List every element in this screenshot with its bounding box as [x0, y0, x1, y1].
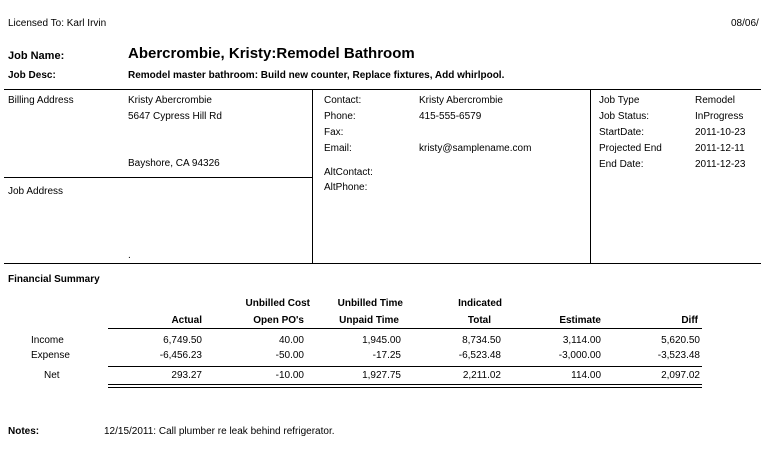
job-type-value: Remodel	[695, 95, 736, 106]
col-open-pos-header: Open PO's	[253, 315, 304, 326]
table-cell: 2,097.02	[661, 370, 700, 381]
start-date-label: StartDate:	[599, 127, 645, 138]
contact-value: Kristy Abercrombie	[419, 95, 503, 106]
job-address-label: Job Address	[8, 186, 64, 197]
col-unpaid-time-header: Unpaid Time	[339, 315, 399, 326]
table-cell: -6,456.23	[159, 350, 202, 361]
row-label-net: Net	[44, 370, 60, 381]
job-name-label: Job Name:	[8, 50, 65, 62]
table-cell: -50.00	[275, 350, 304, 361]
row-label-expense: Expense	[31, 350, 70, 361]
row-label-income: Income	[31, 335, 64, 346]
email-label: Email:	[324, 143, 352, 154]
altphone-label: AltPhone:	[324, 182, 368, 193]
table-cell: 1,945.00	[362, 335, 401, 346]
net-double-rule-2	[108, 387, 702, 388]
net-double-rule-1	[108, 384, 702, 385]
table-cell: -10.00	[275, 370, 304, 381]
col-total-header: Total	[467, 315, 491, 326]
billing-line-2: 5647 Cypress Hill Rd	[128, 111, 222, 122]
projected-end-label: Projected End	[599, 143, 662, 154]
licensed-to: Licensed To: Karl Irvin	[8, 18, 107, 29]
table-cell: 1,927.75	[362, 370, 401, 381]
column-divider-2	[590, 89, 591, 263]
table-cell: 2,211.02	[462, 370, 501, 381]
financial-summary-title: Financial Summary	[8, 274, 100, 285]
address-divider	[4, 177, 312, 178]
table-cell: 40.00	[278, 335, 304, 346]
start-date-value: 2011-10-23	[695, 127, 746, 138]
end-date-label: End Date:	[599, 159, 644, 170]
job-desc-label: Job Desc:	[8, 70, 56, 81]
job-type-label: Job Type	[599, 95, 640, 106]
col-actual-header: Actual	[171, 315, 202, 326]
job-status-label: Job Status:	[599, 111, 650, 122]
table-cell: 8,734.50	[462, 335, 501, 346]
info-bottom-rule	[4, 263, 761, 264]
phone-label: Phone:	[324, 111, 356, 122]
notes-text: 12/15/2011: Call plumber re leak behind refrigerator.	[104, 426, 335, 437]
table-cell: -3,000.00	[558, 350, 601, 361]
job-address-mark: .	[128, 250, 131, 261]
notes-label: Notes:	[8, 426, 40, 437]
table-cell: -3,523.48	[657, 350, 700, 361]
col-estimate-header: Estimate	[559, 315, 601, 326]
table-cell: 3,114.00	[562, 335, 601, 346]
report-date: 08/06/	[731, 18, 759, 29]
projected-end-value: 2011-12-11	[695, 143, 745, 154]
col-unbilled-cost-line1: Unbilled Cost	[245, 298, 310, 309]
table-cell: 293.27	[171, 370, 202, 381]
col-indicated-line1: Indicated	[458, 298, 502, 309]
contact-label: Contact:	[324, 95, 362, 106]
billing-address-label: Billing Address	[8, 95, 74, 106]
job-name-value: Abercrombie, Kristy:Remodel Bathroom	[128, 45, 415, 62]
table-cell: 6,749.50	[163, 335, 202, 346]
table-cell: -17.25	[372, 350, 401, 361]
table-cell: -6,523.48	[458, 350, 501, 361]
table-cell: 5,620.50	[661, 335, 700, 346]
altcontact-label: AltContact:	[324, 167, 373, 178]
fax-label: Fax:	[324, 127, 344, 138]
col-unbilled-time-line1: Unbilled Time	[337, 298, 403, 309]
table-cell: 114.00	[571, 370, 601, 381]
billing-line-3: Bayshore, CA 94326	[128, 158, 220, 169]
end-date-value: 2011-12-23	[695, 159, 746, 170]
job-status-value: InProgress	[695, 111, 744, 122]
phone-value: 415-555-6579	[419, 111, 482, 122]
job-desc-value: Remodel master bathroom: Build new counter, Replace fixtures, Add whirlpool.	[128, 70, 505, 81]
col-diff-header: Diff	[681, 315, 698, 326]
net-top-rule	[108, 366, 702, 367]
info-top-rule	[4, 89, 761, 90]
billing-line-1: Kristy Abercrombie	[128, 95, 212, 106]
header-underline	[108, 328, 702, 329]
column-divider-1	[312, 89, 313, 263]
email-value: kristy@samplename.com	[419, 143, 532, 154]
